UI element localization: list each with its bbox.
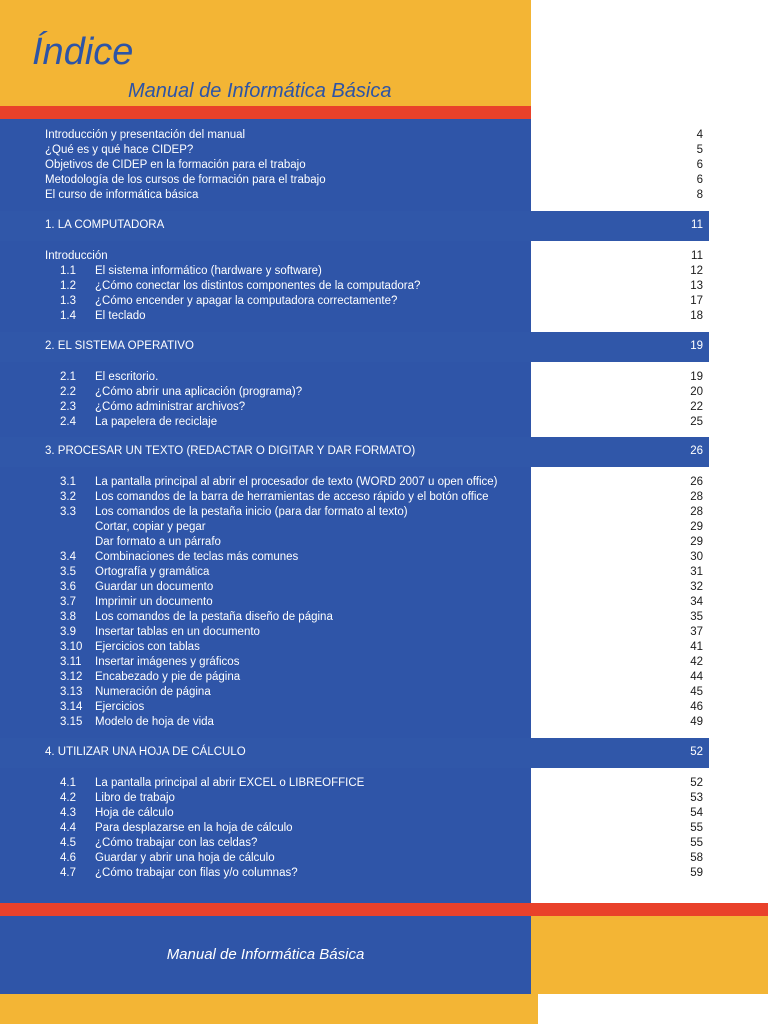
toc-entry [45,173,703,188]
toc-entry [45,821,703,836]
toc-entry [45,655,703,670]
toc-entry-page: 35 [690,611,703,623]
toc-entry-page: 53 [690,792,703,804]
page-subtitle: Manual de Informática Básica [128,80,392,102]
toc-entry [45,128,703,143]
toc-entry-page: 18 [690,310,703,322]
toc-entry-page: 19 [690,371,703,383]
toc-entry-label: El escritorio. [95,371,159,383]
section-heading [0,332,709,362]
toc-entry-page: 32 [690,581,703,593]
toc-entry [45,776,703,791]
toc-entry-number: 2.4 [60,416,76,428]
toc-entry-page: 52 [690,777,703,789]
toc-entry-number: 3.13 [60,686,83,698]
section-title: 2. EL SISTEMA OPERATIVO [45,340,194,352]
toc-entry [45,595,703,610]
toc-entry [45,670,703,685]
toc-entry-label: El curso de informática básica [45,189,199,201]
section-title: 1. LA COMPUTADORA [45,219,165,231]
toc-entry-number: 2.2 [60,386,76,398]
section-page: 19 [690,340,703,352]
toc-entry-number: 3.14 [60,701,83,713]
toc-entry [45,400,703,415]
toc-entry [45,385,703,400]
toc-entry-page: 22 [690,401,703,413]
toc-entry-page: 30 [690,551,703,563]
section-page: 11 [691,219,703,231]
toc-entry [45,188,703,203]
toc-entry-page: 20 [690,386,703,398]
toc-entry-label: Ortografía y gramática [95,566,210,578]
toc-entry-label: ¿Cómo abrir una aplicación (programa)? [95,386,303,398]
toc-entry-label: Introducción y presentación del manual [45,129,246,141]
toc-entry-label: Encabezado y pie de página [95,671,241,683]
toc-entry-label: Insertar tablas en un documento [95,626,260,638]
toc-entry [45,415,703,430]
toc-entry-number: 3.6 [60,581,76,593]
page-title: Índice [32,31,134,73]
toc-entry-label: Ejercicios con tablas [95,641,200,653]
toc-entry [45,565,703,580]
toc-entry-label: Libro de trabajo [95,792,175,804]
toc-entry-page: 55 [690,837,703,849]
toc-entry-page: 4 [696,129,703,141]
footer-title: Manual de Informática Básica [166,946,365,963]
toc-entry-label: ¿Cómo conectar los distintos componentes de la computadora? [95,280,421,292]
toc-entry-page: 11 [691,250,703,262]
toc-entry-page: 45 [690,686,703,698]
toc-entry-page: 6 [696,174,703,186]
toc-entry-number: 3.5 [60,566,76,578]
section-page: 26 [690,445,703,457]
toc-entry-page: 34 [690,596,703,608]
toc-entry-label: Cortar, copiar y pegar [95,521,206,533]
toc-entry-number: 3.1 [60,476,76,488]
toc-entry [45,550,703,565]
toc-entry [45,294,703,309]
toc-entry-label: La pantalla principal al abrir el procesador de texto (WORD 2007 u open office) [95,476,498,488]
toc-entry-page: 29 [690,536,703,548]
toc-entry-page: 5 [696,144,703,156]
toc-entry [45,279,703,294]
toc-entry-number: 2.1 [60,371,76,383]
toc-entry-label: Objetivos de CIDEP en la formación para el trabajo [45,159,306,171]
toc-entry-label: Ejercicios [95,701,145,713]
toc-entry-page: 54 [690,807,703,819]
section-page: 52 [690,746,703,758]
toc-entry [45,866,703,881]
toc-entry-label: Modelo de hoja de vida [95,716,214,728]
toc-entry-page: 41 [690,641,703,653]
section-heading [0,437,709,467]
toc-entry-number: 3.8 [60,611,76,623]
toc-entry [45,505,703,520]
toc-entry-page: 49 [690,716,703,728]
toc-entry [45,264,703,279]
toc-entry-page: 37 [690,626,703,638]
toc-entry-number: 4.6 [60,852,76,864]
toc-entry [45,836,703,851]
toc-entry [45,580,703,595]
toc-entry [45,475,703,490]
toc-entry [45,791,703,806]
toc-entry-label: ¿Cómo trabajar con filas y/o columnas? [95,867,298,879]
section-title: 3. PROCESAR UN TEXTO (REDACTAR O DIGITAR Y DAR FORMATO) [45,445,416,457]
toc-entry-page: 59 [690,867,703,879]
toc-entry-page: 17 [690,295,703,307]
toc-entry-label: La papelera de reciclaje [95,416,218,428]
toc-entry-label: ¿Cómo trabajar con las celdas? [95,837,258,849]
toc-entry-label: Numeración de página [95,686,211,698]
toc-entry [45,640,703,655]
toc-entry-label: Introducción [45,250,108,262]
toc-entry [45,143,703,158]
toc-entry-number: 4.4 [60,822,76,834]
section-heading [0,738,709,768]
footer-divider [0,903,768,916]
toc-entry-page: 31 [690,566,703,578]
toc-entry-number: 3.11 [60,656,82,668]
toc-entry-page: 55 [690,822,703,834]
toc-entry-number: 3.4 [60,551,76,563]
toc-entry-number: 3.9 [60,626,76,638]
toc-entry-label: Imprimir un documento [95,596,213,608]
toc-entry-label: Hoja de cálculo [95,807,174,819]
toc-entry-number: 2.3 [60,401,76,413]
toc-entry [45,806,703,821]
toc-entry [45,610,703,625]
toc-entry-number: 3.2 [60,491,76,503]
toc-entry-label: Los comandos de la pestaña diseño de página [95,611,333,623]
toc-entry-label: Combinaciones de teclas más comunes [95,551,299,563]
toc-entry [45,700,703,715]
toc-entry-number: 3.12 [60,671,83,683]
toc-entry [45,370,703,385]
toc-entry-number: 4.3 [60,807,76,819]
toc-entry [45,490,703,505]
toc-entry-label: Los comandos de la barra de herramientas de acceso rápido y el botón office [95,491,489,503]
toc-entry-label: ¿Cómo administrar archivos? [95,401,246,413]
toc-entry [45,851,703,866]
toc-entry-label: Los comandos de la pestaña inicio (para dar formato al texto) [95,506,408,518]
toc-entry-label: Guardar un documento [95,581,214,593]
toc-entry [45,158,703,173]
toc-entry-number: 4.7 [60,867,76,879]
toc-entry-page: 42 [690,656,703,668]
header-divider [0,106,531,119]
toc-entry-page: 8 [696,189,703,201]
toc-entry-page: 28 [690,491,703,503]
toc-entry-page: 26 [690,476,703,488]
toc-entry-label: El sistema informático (hardware y software) [95,265,322,277]
toc-entry-number: 4.2 [60,792,76,804]
toc-entry-page: 44 [690,671,703,683]
toc-entry-page: 58 [690,852,703,864]
toc-entry-label: ¿Cómo encender y apagar la computadora correctamente? [95,295,398,307]
toc-entry-label: Metodología de los cursos de formación para el trabajo [45,174,326,186]
toc-entry-page: 28 [690,506,703,518]
toc-entry [45,685,703,700]
toc-entry [45,249,703,264]
toc-entry-page: 6 [696,159,703,171]
toc-entry-number: 3.10 [60,641,83,653]
section-title: 4. UTILIZAR UNA HOJA DE CÁLCULO [45,746,246,758]
toc-entry-number: 3.7 [60,596,76,608]
toc-entry [45,535,703,550]
section-heading [0,211,709,241]
toc-entry [45,520,703,535]
toc-entry-number: 1.1 [60,265,76,277]
toc-entry-page: 29 [690,521,703,533]
toc-entry-number: 3.3 [60,506,76,518]
toc-entry-number: 4.5 [60,837,76,849]
toc-entry-label: La pantalla principal al abrir EXCEL o LIBREOFFICE [95,777,365,789]
toc-entry-page: 46 [690,701,703,713]
toc-entry-label: ¿Qué es y qué hace CIDEP? [45,144,194,156]
toc-entry-label: Para desplazarse en la hoja de cálculo [95,822,293,834]
toc-entry-number: 1.3 [60,295,76,307]
toc-entry-number: 3.15 [60,716,83,728]
toc-entry-page: 12 [690,265,703,277]
toc-entry-label: El teclado [95,310,146,322]
toc-entry-label: Insertar imágenes y gráficos [95,656,240,668]
toc-entry [45,715,703,730]
toc-entry-number: 4.1 [60,777,76,789]
footer-corner [538,994,768,1024]
toc-entry-number: 1.4 [60,310,76,322]
toc-entry [45,309,703,324]
toc-entry-label: Guardar y abrir una hoja de cálculo [95,852,275,864]
toc-entry-page: 25 [690,416,703,428]
toc-entry-page: 13 [690,280,703,292]
toc-entry [45,625,703,640]
toc-entry-number: 1.2 [60,280,76,292]
toc-entry-label: Dar formato a un párrafo [95,536,221,548]
